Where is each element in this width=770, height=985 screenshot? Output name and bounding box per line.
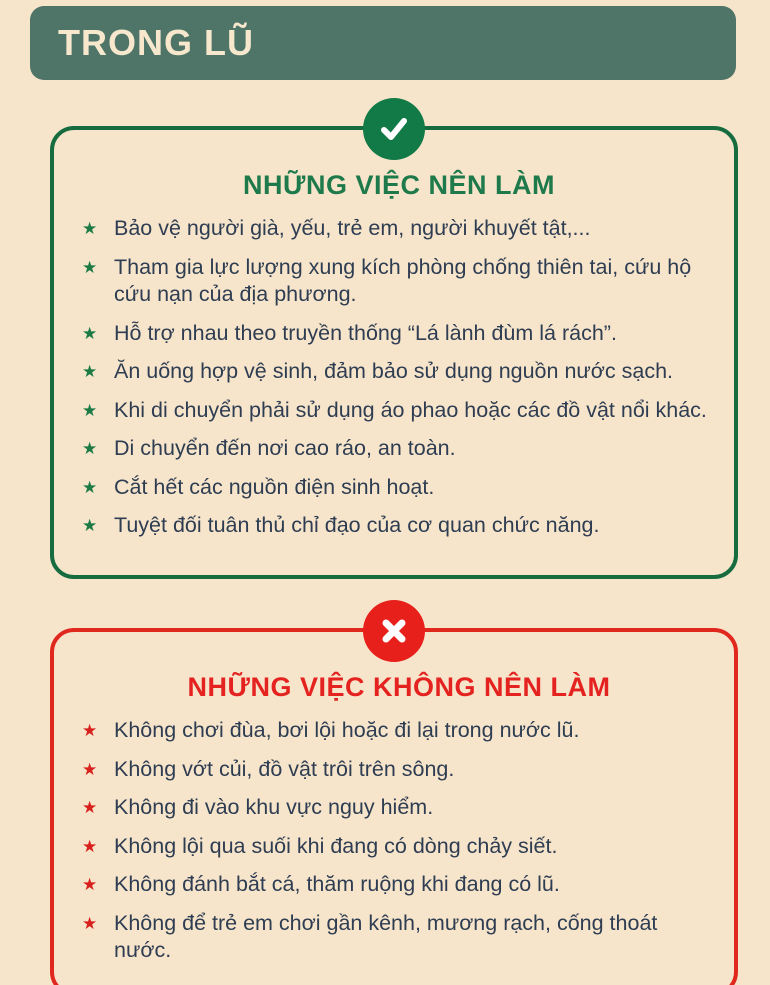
should-not-do-title: NHỮNG VIỆC KHÔNG NÊN LÀM <box>187 672 611 702</box>
list-item <box>80 474 718 502</box>
list-item <box>80 254 718 309</box>
x-icon <box>363 600 425 662</box>
list-item <box>80 320 718 348</box>
list-item-text: Bảo vệ người già, yếu, trẻ em, người khuyết tật,... <box>114 216 591 240</box>
list-item-text: Ăn uống hợp vệ sinh, đảm bảo sử dụng nguồn nước sạch. <box>114 359 674 384</box>
star-bullet-icon: ★ <box>82 323 98 343</box>
star-bullet-icon: ★ <box>82 400 98 420</box>
list-item <box>80 397 718 425</box>
list-item-text: Không vớt củi, đồ vật trôi trên sông. <box>114 756 455 781</box>
list-item <box>80 756 718 784</box>
list-item <box>80 871 718 899</box>
list-item-text: Tham gia lực lượng xung kích phòng chống thiên tai, cứu hộ cứu nạn của địa phương. <box>114 254 692 307</box>
list-item <box>80 512 718 540</box>
star-bullet-icon: ★ <box>82 516 98 536</box>
list-item-text: Khi di chuyển phải sử dụng áo phao hoặc các đồ vật nổi khác. <box>114 397 707 422</box>
check-icon <box>363 98 425 160</box>
list-item-text: Hỗ trợ nhau theo truyền thống “Lá lành đùm lá rách”. <box>114 320 617 345</box>
star-bullet-icon: ★ <box>82 477 98 497</box>
header-banner <box>30 6 736 80</box>
list-item-text: Không đánh bắt cá, thăm ruộng khi đang có lũ. <box>114 872 560 897</box>
star-bullet-icon: ★ <box>82 913 98 933</box>
list-item-text: Không đi vào khu vực nguy hiểm. <box>114 795 434 820</box>
star-bullet-icon: ★ <box>82 439 98 459</box>
star-bullet-icon: ★ <box>82 257 98 277</box>
list-item <box>80 358 718 386</box>
list-item <box>80 794 718 822</box>
star-bullet-icon: ★ <box>82 362 98 382</box>
should-not-do-list <box>80 717 718 965</box>
list-item-text: Tuyệt đối tuân thủ chỉ đạo của cơ quan chức năng. <box>114 513 600 538</box>
should-do-list <box>80 215 718 540</box>
star-bullet-icon: ★ <box>82 721 98 740</box>
star-bullet-icon: ★ <box>82 219 98 238</box>
list-item-text: Không chơi đùa, bơi lội hoặc đi lại trong nước lũ. <box>114 718 580 742</box>
list-item <box>80 717 718 745</box>
should-do-title: NHỮNG VIỆC NÊN LÀM <box>243 170 555 200</box>
star-bullet-icon: ★ <box>82 759 98 779</box>
list-item <box>80 435 718 463</box>
page-title: TRONG LŨ <box>58 22 254 63</box>
list-item-text: Di chuyển đến nơi cao ráo, an toàn. <box>114 436 456 461</box>
list-item-text: Không để trẻ em chơi gần kênh, mương rạch, cống thoát nước. <box>114 910 658 963</box>
list-item-text: Không lội qua suối khi đang có dòng chảy siết. <box>114 833 558 858</box>
list-item-text: Cắt hết các nguồn điện sinh hoạt. <box>114 474 435 499</box>
star-bullet-icon: ★ <box>82 836 98 856</box>
list-item <box>80 215 718 243</box>
list-item <box>80 910 718 965</box>
star-bullet-icon: ★ <box>82 875 98 895</box>
star-bullet-icon: ★ <box>82 798 98 818</box>
should-do-section <box>50 126 738 579</box>
should-not-do-section <box>50 628 738 985</box>
list-item <box>80 833 718 861</box>
